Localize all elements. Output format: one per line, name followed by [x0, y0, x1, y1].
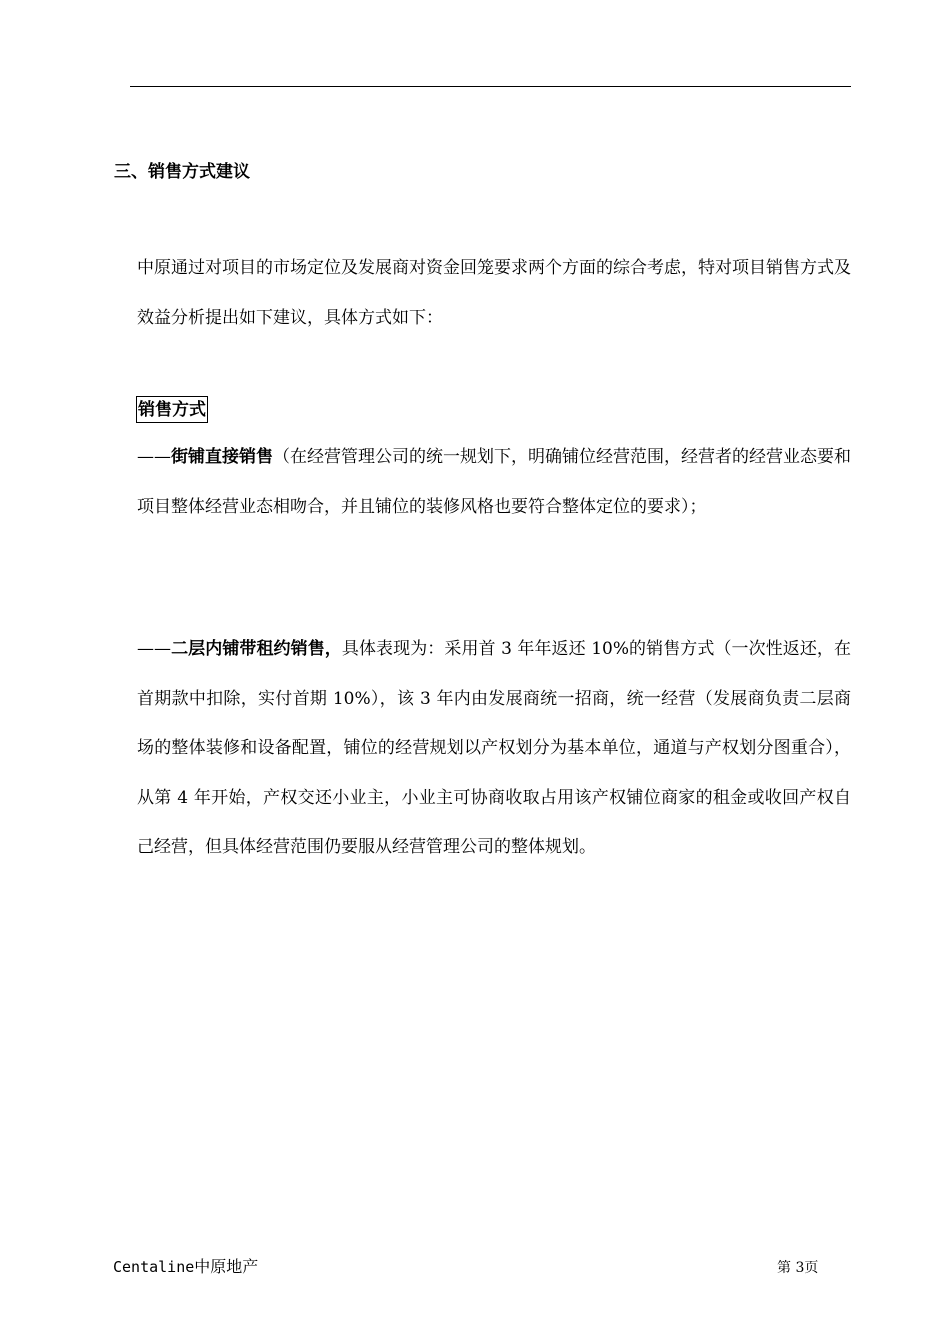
street-shop-title: 街铺直接销售: [171, 447, 273, 467]
footer-brand-en: Centaline: [113, 1258, 195, 1276]
sales-method-heading: 销售方式: [136, 396, 208, 423]
page-number: 第 3页: [777, 1260, 819, 1276]
second-floor-dash: ——: [137, 639, 171, 659]
street-shop-dash: ——: [137, 447, 171, 467]
second-floor-title: 二层内铺带租约销售，: [171, 639, 342, 659]
street-shop-paragraph: [137, 433, 851, 532]
intro-paragraph: 中原通过对项目的市场定位及发展商对资金回笼要求两个方面的综合考虑，特对项目销售方式及效益分析提出如下建议，具体方式如下：: [137, 258, 851, 328]
footer-brand: [113, 1256, 258, 1278]
footer-brand-cn: 中原地产: [194, 1257, 259, 1276]
second-floor-paragraph: [137, 625, 851, 873]
street-shop-body: （在经营管理公司的统一规划下，明确铺位经营范围，经营者的经营业态要和项目整体经营业态相吻合，并且铺位的装修风格也要符合整体定位的要求）；: [137, 447, 851, 517]
header-rule: [130, 86, 851, 87]
second-floor-body: 具体表现为：采用首 3 年年返还 10%的销售方式（一次性返还，在首期款中扣除，实付首期 10%），该 3 年内由发展商统一招商，统一经营（发展商负责二层商场的整体装修和设备配置，铺位的经营规划以产权划分为基本单位，通道与产权划分图重合），从第 4 年开始，产权交还小业主，小业主可协商收取占用该产权铺位商家的租金或收回产权自己经营，但具体经营范围仍要服从经营管理公司的整体规划。: [137, 639, 852, 857]
section-title: 三、销售方式建议: [114, 162, 250, 182]
